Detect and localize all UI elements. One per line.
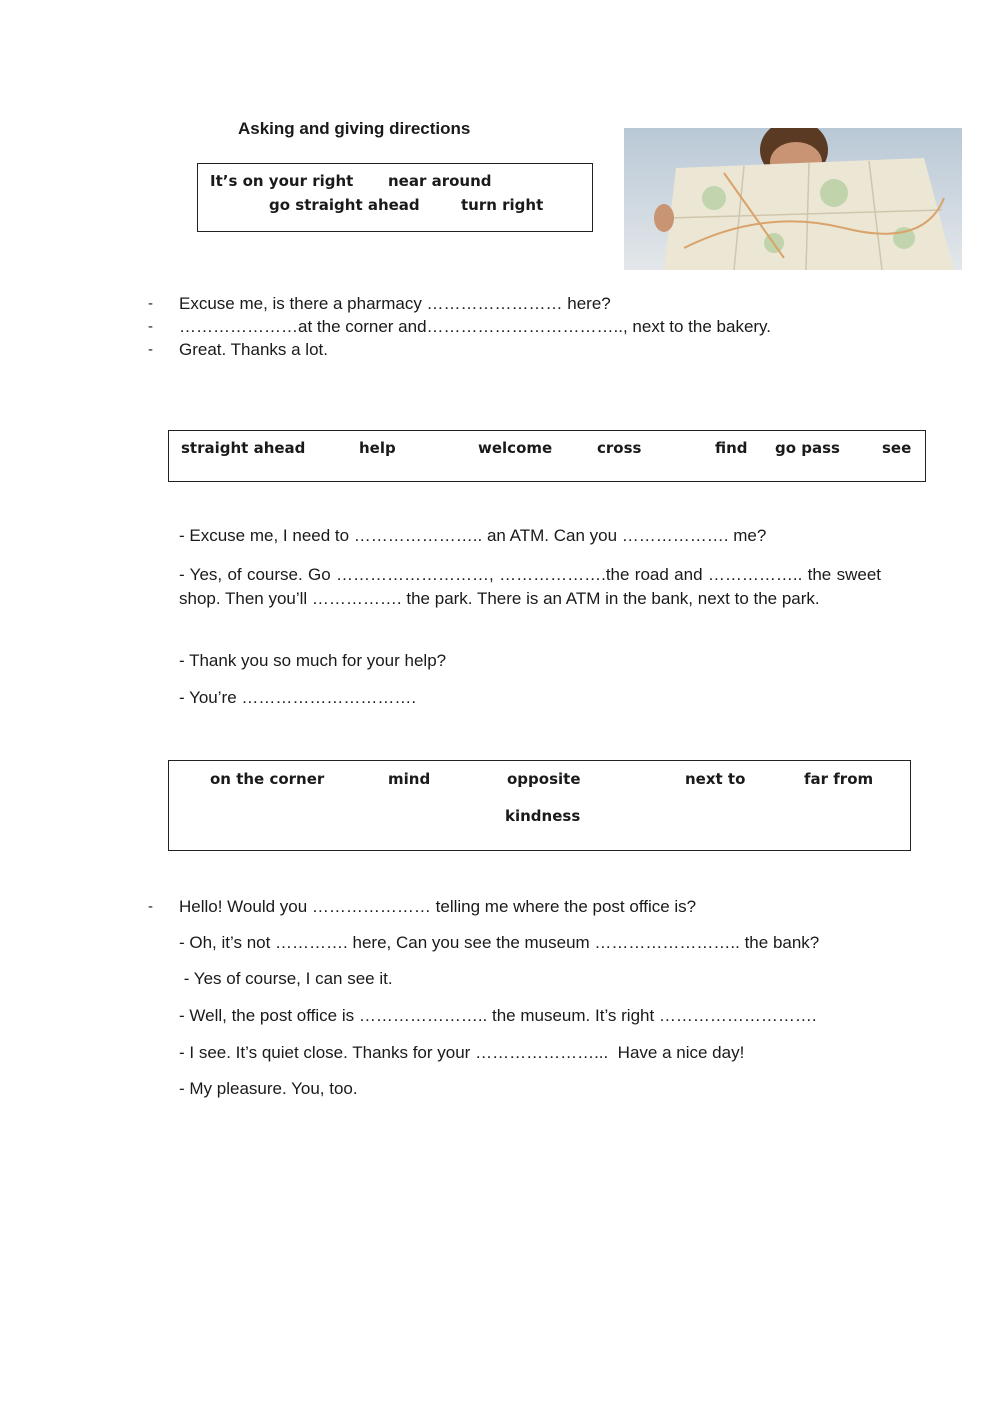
dialogue-paragraph: - Yes, of course. Go ………………………, ……………….the road and …………….. the sweet shop. Then you’ll ……………. the park. There is an ATM in the bank, next to the park. <box>179 565 881 608</box>
dialogue-line: - My pleasure. You, too. <box>179 1079 358 1098</box>
word-bank-item: help <box>359 439 396 457</box>
word-bank-item: go straight ahead <box>269 196 420 214</box>
word-bank-item: go pass <box>775 439 840 457</box>
dialogue-line: - Well, the post office is ………………….. the museum. It’s right ………………………. <box>179 1006 817 1025</box>
dialogue-line: - Oh, it’s not …………. here, Can you see the museum …………………….. the bank? <box>179 933 820 952</box>
word-bank-item: on the corner <box>210 770 325 788</box>
word-bank-item: find <box>715 439 748 457</box>
word-bank-item: straight ahead <box>181 439 306 457</box>
word-bank-1 <box>197 163 593 232</box>
dialogue-line: Hello! Would you ………………… telling me where the post office is? <box>179 897 697 916</box>
dialogue-line: - Thank you so much for your help? <box>179 651 447 670</box>
word-bank-item: near around <box>388 172 492 190</box>
dialogue-line: Excuse me, is there a pharmacy …………………… here? <box>179 294 611 313</box>
dialogue-line: - Yes of course, I can see it. <box>179 969 393 988</box>
dialogue-line: …………………at the corner and…………………………….., next to the bakery. <box>179 317 772 336</box>
word-bank-item: cross <box>597 439 642 457</box>
word-bank-item: It’s on your right <box>210 172 354 190</box>
bullet-dash: - <box>148 341 153 358</box>
dialogue-line: Great. Thanks a lot. <box>179 340 328 359</box>
map-photo-icon <box>624 128 962 270</box>
word-bank-item: next to <box>685 770 746 788</box>
word-bank-item: see <box>882 439 912 457</box>
bullet-dash: - <box>148 898 153 915</box>
word-bank-item: mind <box>388 770 431 788</box>
word-bank-item: opposite <box>507 770 581 788</box>
word-bank-2 <box>168 430 926 482</box>
dialogue-line: - You’re …………………………. <box>179 688 417 707</box>
dialogue-line: - I see. It’s quiet close. Thanks for your …………………... Have a nice day! <box>179 1043 745 1062</box>
page-title: Asking and giving directions <box>238 119 471 138</box>
word-bank-item: turn right <box>461 196 544 214</box>
bullet-dash: - <box>148 318 153 335</box>
man-with-map-image <box>624 128 962 270</box>
word-bank-item: far from <box>804 770 874 788</box>
word-bank-item: welcome <box>478 439 553 457</box>
word-bank-3 <box>168 760 911 851</box>
dialogue-line: - Excuse me, I need to ………………….. an ATM. Can you ………………. me? <box>179 526 767 545</box>
word-bank-item: kindness <box>505 807 581 825</box>
bullet-dash: - <box>148 295 153 312</box>
